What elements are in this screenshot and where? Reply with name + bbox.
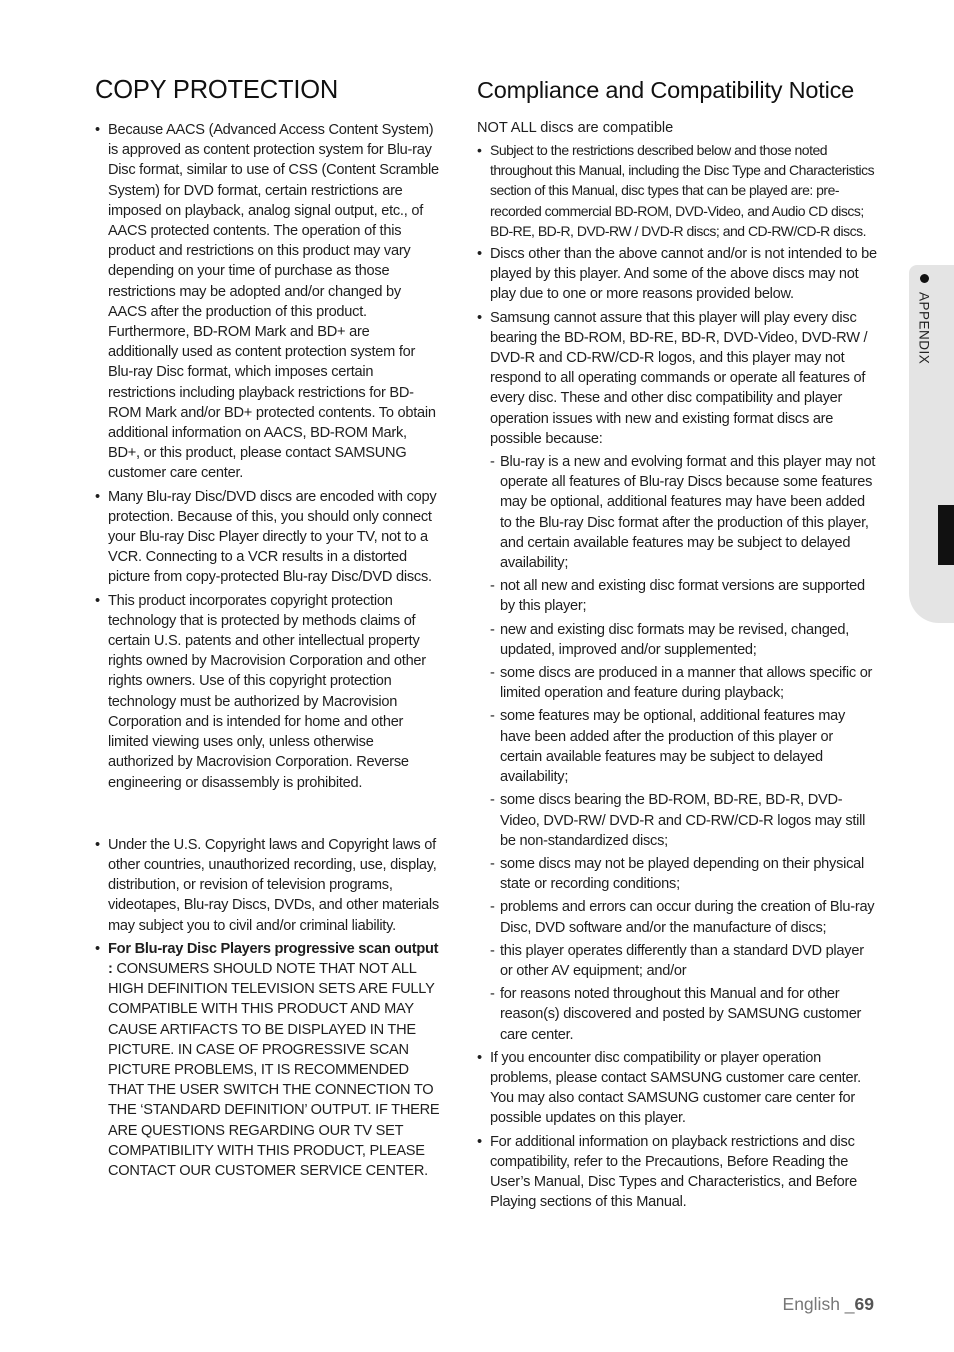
- progressive-scan-lead: For Blu-ray Disc Players progressive scan output :: [108, 940, 439, 977]
- compliance-list: [477, 140, 877, 449]
- dash-item: - problems and errors can occur during the creation of Blu-ray Disc, DVD software and/or the manufacture of discs;: [477, 897, 877, 937]
- section-title-compliance: Compliance and Compatibility Notice: [477, 77, 855, 103]
- list-item: • Discs other than the above cannot and/or is not intended to be played by this player. And some of the above discs may not play due to one or more reasons provided below.: [477, 244, 877, 305]
- appendix-label: APPENDIX: [916, 292, 932, 365]
- list-item: • Many Blu-ray Disc/DVD discs are encoded with copy protection. Because of this, you should only connect your Blu-ray Disc Player directly to your TV, not to a VCR. Connecting to a VCR results in a distorted picture from copy-protected Blu-ray Disc/DVD discs.: [95, 487, 441, 588]
- list-item: • Subject to the restrictions described below and those noted throughout this Manual, including the Disc Type and Characteristics section of this Manual, disc types that can be played are: pre-recorded commercial BD-ROM, DVD-Video, and Audio CD discs; BD-RE, BD-R, DVD-RW / DVD-R discs; and CD-RW/CD-R discs.: [477, 140, 877, 241]
- appendix-tab-label: [914, 274, 934, 404]
- dash-item: - new and existing disc formats may be revised, changed, updated, improved and/or supplemented;: [477, 620, 877, 660]
- compliance-section: [477, 74, 877, 1215]
- appendix-tab-marker: [938, 505, 954, 565]
- progressive-scan-body: CONSUMERS SHOULD NOTE THAT NOT ALL HIGH DEFINITION TELEVISION SETS ARE FULLY COMPATIBLE WITH THIS PRODUCT AND MAY CAUSE ARTIFACTS TO BE DISPLAYED IN THE PICTURE. IN CASE OF PROGRESSIVE SCAN PICTURE PROBLEMS, IT IS RECOMMENDED THAT THE USER SWITCH THE CONNECTION TO THE ‘STANDARD DEFINITION’ OUTPUT. IF THERE ARE QUESTIONS REGARDING OUR TV SET COMPATIBILITY WITH THIS PRODUCT, PLEASE CONTACT OUR CUSTOMER SERVICE CENTER.: [108, 960, 440, 1179]
- compatibility-reasons-list: [477, 452, 877, 1045]
- dash-item: - not all new and existing disc format versions are supported by this player;: [477, 576, 877, 616]
- dash-item: - this player operates differently than a standard DVD player or other AV equipment; and/or: [477, 941, 877, 981]
- section-title-copy-protection: COPY PROTECTION: [95, 76, 339, 104]
- page-number: 69: [854, 1294, 874, 1314]
- list-item: • This product incorporates copyright protection technology that is protected by methods claims of certain U.S. patents and other intellectual property rights owned by Macrovision Corporation and other rights owners. Use of this copyright protection technology must be authorized by Macrovision Corporation and is intended for home and other limited viewing uses only, unless otherwise authorized by Macrovision Corporation. Reverse engineering or disassembly is prohibited.: [95, 591, 441, 793]
- dash-item: - some discs bearing the BD-ROM, BD-RE, BD-R, DVD-Video, DVD-RW/ DVD-R and CD-RW/CD-R logos may still be non-standardized discs;: [477, 790, 877, 851]
- copy-protection-list: [95, 120, 441, 1181]
- list-item: • For additional information on playback restrictions and disc compatibility, refer to the Precautions, Before Reading the User’s Manual, Disc Types and Characteristics, and Before Playing sections of this Manual.: [477, 1132, 877, 1213]
- dash-item: - for reasons noted throughout this Manual and for other reason(s) discovered and posted by SAMSUNG customer care center.: [477, 984, 877, 1045]
- list-item: • Because AACS (Advanced Access Content System) is approved as content protection system for Blu-ray Disc format, similar to use of CSS (Content Scramble System) for DVD format, certain restrictions are imposed on playback, analog signal output, etc., of AACS protected contents. The operation of this product and restrictions on this product may vary depending on your time of purchase as those restrictions may be adopted and/or changed by AACS after the production of this product. Furthermore, BD-ROM Mark and BD+ are additionally used as content protection system for Blu-ray Disc format, which imposes certain restrictions including playback restrictions for BD-ROM Mark and/or BD+ protected contents. To obtain additional information on AACS, BD-ROM Mark, BD+, or this product, please contact SAMSUNG customer care center.: [95, 120, 441, 484]
- compatibility-subtitle: NOT ALL discs are compatible: [477, 120, 674, 136]
- list-item-progressive-scan: [95, 939, 441, 1181]
- copy-protection-section: [95, 74, 441, 1184]
- footer-language: English _: [782, 1294, 855, 1314]
- bullet-dot-icon: [920, 274, 929, 283]
- dash-item: - some discs are produced in a manner that allows specific or limited operation and feature during playback;: [477, 663, 877, 703]
- dash-item: - some features may be optional, additional features may have been added after the production of this player or certain available features may be subject to delayed availability;: [477, 706, 877, 787]
- dash-item: - some discs may not be played depending on their physical state or recording conditions;: [477, 854, 877, 894]
- list-item: • If you encounter disc compatibility or player operation problems, please contact SAMSUNG customer care center. You may also contact SAMSUNG customer care center for possible updates on this player.: [477, 1048, 877, 1129]
- list-item: • Samsung cannot assure that this player will play every disc bearing the BD-ROM, BD-RE, BD-R, DVD-Video, DVD-RW / DVD-R and CD-RW/CD-R logos, and this player may not respond to all operating commands or operate all features of every disc. These and other disc compatibility and player operation issues with new and existing format discs are possible because:: [477, 308, 877, 449]
- list-item: • Under the U.S. Copyright laws and Copyright laws of other countries, unauthorized recording, use, display, distribution, or revision of television programs, videotapes, Blu-ray Discs, DVDs, and other materials may subject you to civil and/or criminal liability.: [95, 835, 441, 936]
- dash-item: - Blu-ray is a new and evolving format and this player may not operate all features of Blu-ray Discs because some features may be optional, additional features may have been added to the Blu-ray Disc format after the production of this player, and certain available features may be subject to delayed availability;: [477, 452, 877, 573]
- page-footer: [783, 1294, 874, 1315]
- compliance-list-after: [477, 1048, 877, 1213]
